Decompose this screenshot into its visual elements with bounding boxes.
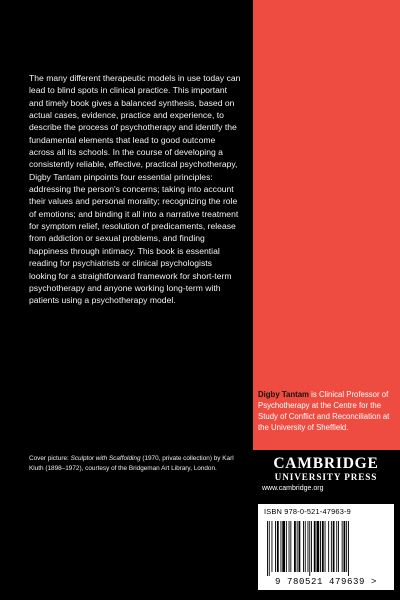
barcode-bar (277, 521, 279, 572)
publisher-url: www.cambridge.org (262, 485, 324, 492)
barcode-bar (297, 521, 298, 572)
barcode-bar (290, 521, 291, 572)
barcode-bar (272, 521, 273, 572)
barcode-bar (294, 521, 296, 572)
barcode-box (258, 504, 394, 590)
barcode-bar (282, 521, 285, 572)
barcode-bar (333, 521, 335, 572)
barcode-bar (267, 521, 268, 576)
barcode-bar (309, 521, 310, 576)
barcode-bar (281, 521, 282, 572)
publisher-subname: UNIVERSITY PRESS (274, 472, 378, 482)
barcode-bar (331, 521, 332, 572)
barcode-bar (342, 521, 343, 572)
barcode-icon (267, 521, 385, 576)
barcode-bar (338, 521, 339, 572)
barcode-bar (336, 521, 337, 572)
cover-picture-credit (29, 454, 244, 474)
barcode-bar (303, 521, 304, 572)
publisher-block (256, 455, 396, 494)
barcode-bar (311, 521, 312, 572)
author-bio-text: is Clinical Professor of Psychotherapy at the Centre for the Study of Conflict and Reconciliation at the University of Sheffield. (258, 390, 390, 432)
cover-credit-prefix: Cover picture: (29, 455, 71, 462)
barcode-bar (346, 521, 347, 572)
barcode-bar (348, 521, 349, 576)
cover-artwork-title: Sculptor with Scaffolding (70, 455, 141, 462)
barcode-digits: 9 780521 479639 > (274, 577, 377, 587)
barcode-bar (308, 521, 309, 572)
barcode-bar (344, 521, 346, 572)
barcode-bar (299, 521, 301, 572)
barcode-bar (317, 521, 320, 572)
barcode-bar (325, 521, 326, 572)
barcode-bar (322, 521, 324, 572)
barcode-bar (286, 521, 287, 572)
author-bio (258, 390, 398, 434)
isbn-label: ISBN 978-0-521-47963-9 (264, 507, 351, 516)
cover-credit-rest: (1970, private collection) by Karl Kluth (1898–1972), courtesy of the Bridgeman Art Library, London. (29, 455, 234, 472)
book-blurb: The many different therapeutic models in use today can lead to blind spots in clinical practice. This important and timely book gives a balanced synthesis, based on actual cases, evidence, practice and experience, to describe the process of psychotherapy and identify the fundamental elements that lead to good outcome across all its schools. In the course of developing a consistently reliable, effective, practical psychotherapy, Digby Tantam pinpoints four essential principles: addressing the person's concerns; taking into account their values and personal morality; recognizing the role of emotions; and binding it all into a narrative treatment for symptom relief, resolution of predicaments, release from addiction or sexual problems, and finding happiness through intimacy. This book is essential reading for psychiatrists or clinical psychologists looking for a straightforward framework for short-term psychotherapy and anyone working long-term with patients using a psychotherapy model. (29, 73, 241, 306)
back-cover-red-panel (253, 0, 400, 450)
barcode-bar (305, 521, 306, 572)
barcode-bar (320, 521, 321, 572)
barcode-bar (314, 521, 316, 572)
publisher-name: CAMBRIDGE (273, 455, 379, 472)
barcode-bar (269, 521, 270, 576)
barcode-bar (328, 521, 329, 572)
barcode-bar (289, 521, 290, 572)
author-name: Digby Tantam (258, 390, 309, 399)
barcode-bar (275, 521, 276, 572)
